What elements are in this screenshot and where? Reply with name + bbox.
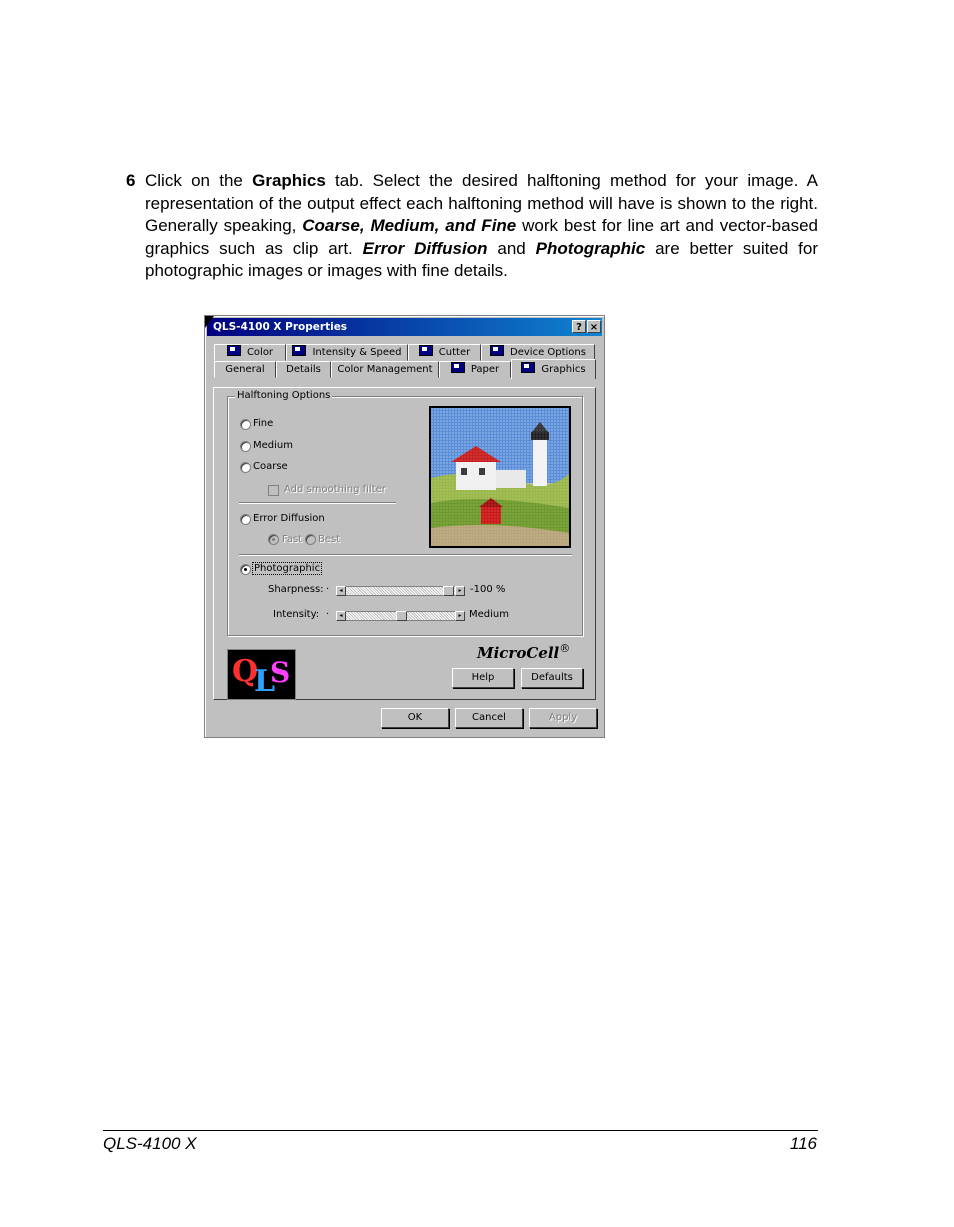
step-number: 6 xyxy=(126,171,136,190)
slider-left-arrow-icon[interactable]: ◂ xyxy=(336,611,346,621)
mouse-pointer-icon xyxy=(205,316,214,328)
help-title-button[interactable]: ? xyxy=(572,320,586,333)
title-bar[interactable] xyxy=(207,318,602,336)
best-label: Best xyxy=(318,534,341,545)
separator xyxy=(239,554,572,556)
tab-paper[interactable]: Paper xyxy=(439,361,511,378)
slider-left-arrow-icon[interactable]: ◂ xyxy=(336,586,346,596)
intensity-slider-thumb[interactable] xyxy=(396,611,407,621)
apply-button[interactable]: Apply xyxy=(529,708,597,728)
smoothing-checkbox[interactable] xyxy=(268,485,279,496)
tab-general[interactable]: General xyxy=(214,361,276,378)
tab-page-icon xyxy=(521,362,535,373)
sharpness-label: Sharpness: xyxy=(268,584,324,595)
tab-graphics[interactable]: Graphics xyxy=(511,359,596,379)
sharpness-value: -100 % xyxy=(470,584,506,595)
properties-dialog xyxy=(204,315,605,738)
coarse-label: Coarse xyxy=(253,461,288,472)
footer-product-name: QLS-4100 X xyxy=(103,1134,197,1153)
dialog-title: QLS-4100 X Properties xyxy=(213,321,348,333)
intensity-dot: · xyxy=(326,609,330,620)
intensity-label: Intensity: xyxy=(273,609,320,620)
cancel-button[interactable]: Cancel xyxy=(455,708,523,728)
tab-color-management[interactable]: Color Management xyxy=(331,361,439,378)
tab-page-icon xyxy=(490,345,504,356)
tab-page-icon xyxy=(451,362,465,373)
sharpness-dot: · xyxy=(326,584,330,595)
footer-page-number: 116 xyxy=(789,1134,817,1153)
medium-radio[interactable] xyxy=(240,441,251,452)
footer-rule xyxy=(103,1130,818,1131)
help-button[interactable]: Help xyxy=(452,668,514,688)
microcell-logo: MicroCell® xyxy=(477,642,571,662)
tab-device-options[interactable]: Device Options xyxy=(481,344,595,361)
sharpness-slider[interactable] xyxy=(336,586,465,596)
fine-radio[interactable] xyxy=(240,419,251,430)
step-paragraph: Click on the Graphics tab. Select the desired halftoning method for your image. A representation of the output effect each halftoning method will have is shown to the right. Generally speaking, Coarse, Medium, and Fine work best for line art and vector-based graphics such as clip art. Error Diffusion and Photographic are better suited for photographic images or images with fine details. xyxy=(145,171,819,281)
intensity-slider[interactable] xyxy=(336,611,465,621)
qls-logo: Q L S xyxy=(227,649,296,700)
lighthouse-image xyxy=(431,408,569,546)
coarse-radio[interactable] xyxy=(240,462,251,473)
tab-details[interactable]: Details xyxy=(276,361,331,378)
fast-radio[interactable] xyxy=(268,534,279,545)
step-instruction xyxy=(126,170,818,283)
intensity-value: Medium xyxy=(469,609,509,620)
tab-cutter[interactable]: Cutter xyxy=(408,344,481,361)
error-diffusion-label: Error Diffusion xyxy=(253,513,325,524)
ok-button[interactable]: OK xyxy=(381,708,449,728)
photographic-label: Photographic xyxy=(254,563,321,574)
fine-label: Fine xyxy=(253,418,274,429)
tab-page-icon xyxy=(419,345,433,356)
halftone-preview-image xyxy=(429,406,571,548)
halftoning-group-label: Halftoning Options xyxy=(237,390,331,401)
best-radio[interactable] xyxy=(305,534,316,545)
slider-right-arrow-icon[interactable]: ▸ xyxy=(455,611,465,621)
tab-page-icon xyxy=(227,345,241,356)
photographic-radio[interactable] xyxy=(240,564,251,575)
tab-color[interactable]: Color xyxy=(214,344,286,361)
fast-label: Fast xyxy=(282,534,303,545)
tab-intensity-speed[interactable]: Intensity & Speed xyxy=(286,344,408,361)
separator xyxy=(239,502,396,504)
sharpness-slider-thumb[interactable] xyxy=(443,586,454,596)
smoothing-label: Add smoothing filter xyxy=(284,484,386,495)
medium-label: Medium xyxy=(253,440,293,451)
close-button[interactable]: × xyxy=(587,320,601,333)
tab-page-icon xyxy=(292,345,306,356)
defaults-button[interactable]: Defaults xyxy=(521,668,583,688)
error-diffusion-radio[interactable] xyxy=(240,514,251,525)
slider-right-arrow-icon[interactable]: ▸ xyxy=(455,586,465,596)
